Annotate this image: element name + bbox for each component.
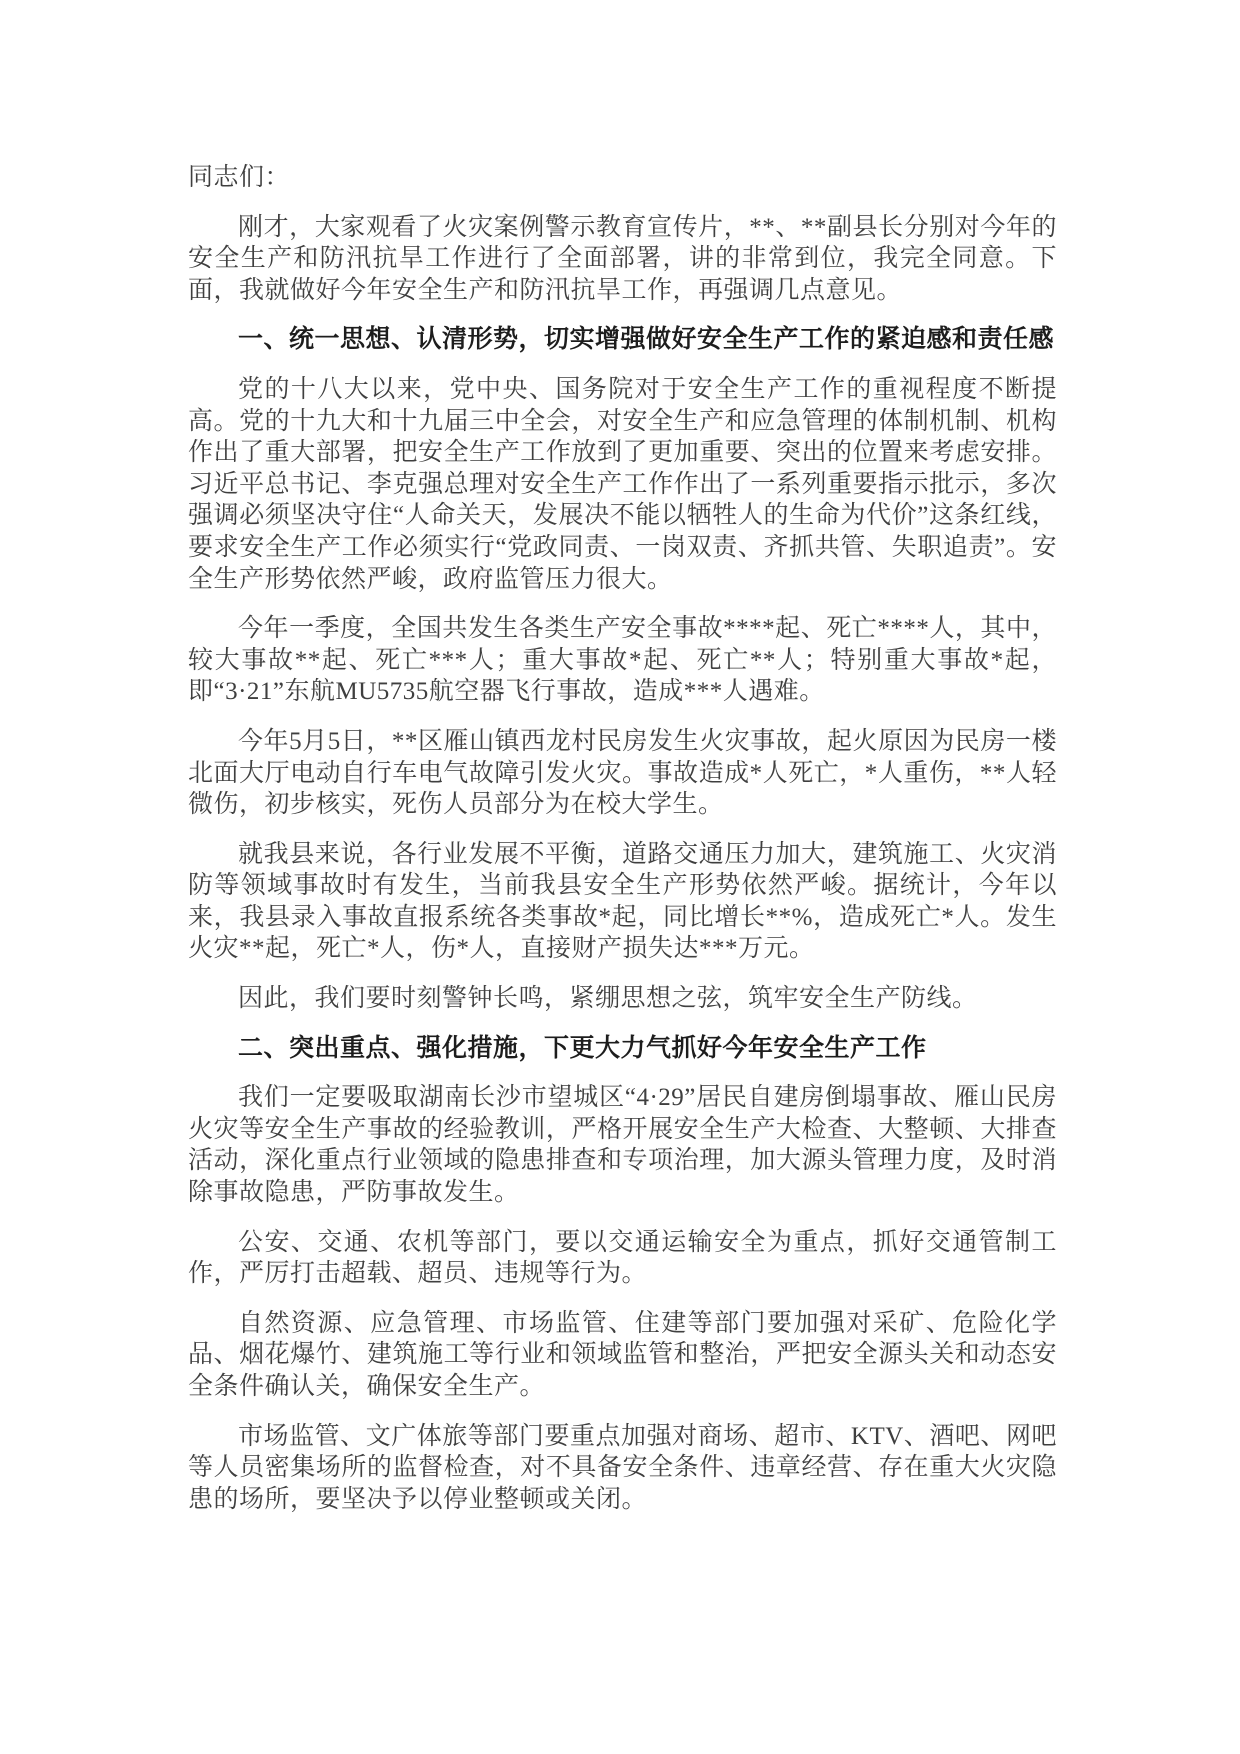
paragraph-conclusion-alert: 因此，我们要时刻警钟长鸣，紧绷思想之弦，筑牢安全生产防线。	[238, 985, 978, 1013]
paragraph-market-regulation: 市场监管、文广体旅等部门要重点加强对商场、超市、KTV、酒吧、网吧等人员密集场所的监督检查，对不具备安全条件、违章经营、存在重大火灾隐患的场所，要坚决予以停业整顿或关闭。	[188, 1422, 1057, 1513]
section-heading-1: 一、统一思想、认清形势，切实增强做好安全生产工作的紧迫感和责任感	[238, 326, 1055, 354]
paragraph-intro: 刚才，大家观看了火灾案例警示教育宣传片，**、**副县长分别对今年的安全生产和防汛抗旱工作进行了全面部署，讲的非常到位，我完全同意。下面，我就做好今年安全生产和防汛抗旱工作，再强调几点意见。	[188, 213, 1057, 304]
section-heading-2: 二、突出重点、强化措施，下更大力气抓好今年安全生产工作	[238, 1034, 927, 1062]
paragraph-natural-resources: 自然资源、应急管理、市场监管、住建等部门要加强对采矿、危险化学品、烟花爆竹、建筑施工等行业和领域监管和整治，严把安全源头关和动态安全条件确认关，确保安全生产。	[188, 1309, 1057, 1400]
paragraph-may5-fire: 今年5月5日，**区雁山镇西龙村民房发生火灾事故，起火原因为民房一楼北面大厅电动自行车电气故障引发火灾。事故造成*人死亡，*人重伤，**人轻微伤，初步核实，死伤人员部分为在校大学生。	[188, 727, 1057, 819]
paragraph-county-situation: 就我县来说，各行业发展不平衡，道路交通压力加大，建筑施工、火灾消防等领域事故时有发生，当前我县安全生产形势依然严峻。据统计，今年以来，我县录入事故直报系统各类事故*起，同比增长**%，造成死亡*人。发生火灾**起，死亡*人，伤*人，直接财产损失达***万元。	[188, 840, 1057, 963]
salutation: 同志们：	[188, 164, 291, 191]
paragraph-party-congress: 党的十八大以来，党中央、国务院对于安全生产工作的重视程度不断提高。党的十九大和十九届三中全会，对安全生产和应急管理的体制机制、机构作出了重大部署，把安全生产工作放到了更加重要、突出的位置来考虑安排。习近平总书记、李克强总理对安全生产工作作出了一系列重要指示批示，多次强调必须坚决守住“人命关天，发展决不能以牺牲人的生命为代价”这条红线，要求安全生产工作必须实行“党政同责、一岗双责、齐抓共管、失职追责”。安全生产形势依然严峻，政府监管压力很大。	[188, 375, 1057, 593]
paragraph-q1-national-accidents: 今年一季度，全国共发生各类生产安全事故****起、死亡****人，其中，较大事故**起、死亡***人；重大事故*起、死亡**人；特别重大事故*起，即“3·21”东航MU5735航空器飞行事故，造成***人遇难。	[188, 615, 1057, 706]
paragraph-lessons: 我们一定要吸取湖南长沙市望城区“4·29”居民自建房倒塌事故、雁山民房火灾等安全生产事故的经验教训，严格开展安全生产大检查、大整顿、大排查活动，深化重点行业领域的隐患排查和专项治理，加大源头管理力度，及时消除事故隐患，严防事故发生。	[188, 1084, 1057, 1207]
paragraph-public-security: 公安、交通、农机等部门，要以交通运输安全为重点，抓好交通管制工作，严厉打击超载、超员、违规等行为。	[188, 1228, 1057, 1288]
